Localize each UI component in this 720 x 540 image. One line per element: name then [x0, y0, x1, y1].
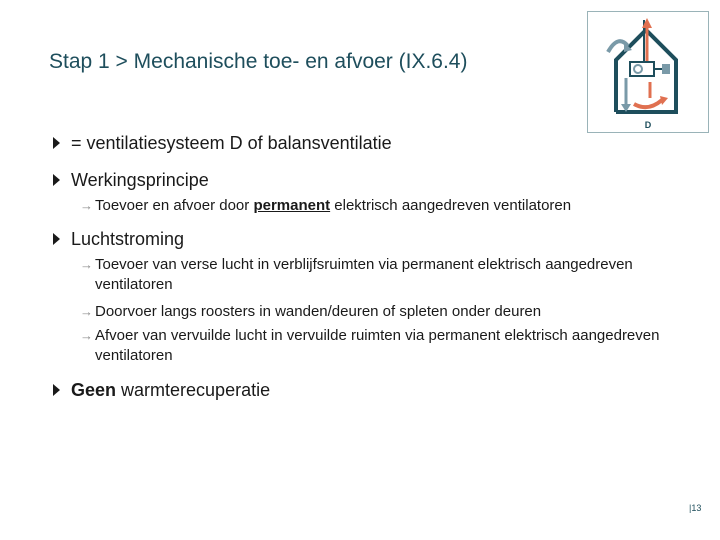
bullet-text: Werkingsprincipe — [71, 170, 209, 190]
bullet-text: Geen warmterecuperatie — [71, 380, 271, 400]
emphasis-geen: Geen — [71, 380, 117, 400]
arrow-right-icon: → — [80, 304, 93, 319]
page-number: |13 — [689, 503, 702, 513]
sub-item-text: Afvoer van vervuilde lucht in vervuilde ruimten via permanent elektrisch aangedreven ventilatoren — [95, 327, 660, 364]
sub-item-text: Toevoer en afvoer door permanent elektrisch aangedreven ventilatoren — [95, 197, 572, 214]
triangle-right-icon — [53, 233, 60, 245]
sub-item-text: Toevoer van verse lucht in verblijfsruimten via permanent elektrisch aangedreven ventilatoren — [95, 256, 633, 293]
arrow-right-icon: → — [80, 328, 93, 343]
bullet-luchtstroming — [53, 229, 184, 250]
bullet-text: = ventilatiesysteem D of balansventilatie — [71, 133, 392, 153]
bullet-warmterecuperatie — [53, 380, 270, 401]
house-ventilation-icon — [588, 12, 708, 132]
slide-title: Stap 1 > Mechanische toe- en afvoer (IX.6.4) — [49, 50, 468, 73]
arrow-right-icon: → — [80, 198, 93, 213]
sub-item-toevoer — [80, 255, 665, 295]
triangle-right-icon — [53, 384, 60, 396]
sub-item-afvoer — [80, 326, 695, 366]
sub-item-text: Doorvoer langs roosters in wanden/deuren of spleten onder deuren — [95, 303, 542, 320]
bullet-text: Luchtstroming — [71, 229, 185, 249]
triangle-right-icon — [53, 174, 60, 186]
emphasis-permanent: permanent — [253, 197, 331, 214]
sub-item-doorvoer — [80, 302, 695, 322]
arrow-right-icon: → — [80, 257, 93, 272]
logo-caption: D — [644, 120, 652, 130]
ventilation-system-d-logo — [587, 11, 709, 133]
bullet-werkingsprincipe — [53, 170, 209, 191]
bullet-ventilatiesysteem — [53, 133, 392, 154]
triangle-right-icon — [53, 137, 60, 149]
sub-item-werking — [80, 196, 695, 216]
